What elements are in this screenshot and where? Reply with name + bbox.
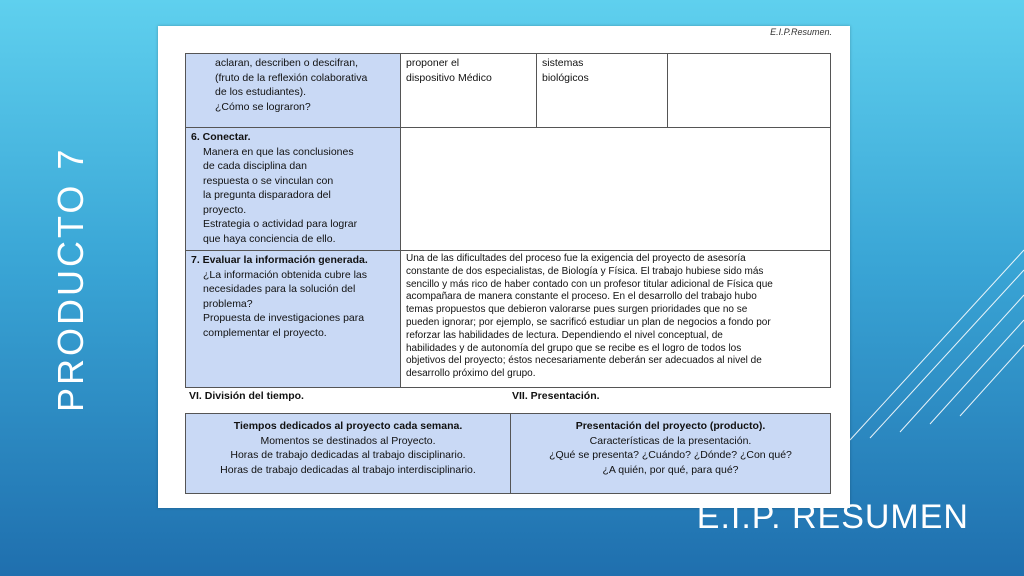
decorative-lines (840, 240, 1024, 450)
slide-subtitle: E.I.P. RESUMEN (696, 498, 969, 536)
row1-col4-cell (667, 53, 831, 128)
conectar-response-cell (400, 127, 831, 251)
evaluar-response-line: constante de dos especialistas, de Biología y Física. El trabajo hubiese sido más (406, 265, 764, 277)
tiempos-line: Horas de trabajo dedicadas al trabajo disciplinario. (230, 449, 466, 461)
section-vi-label: VI. División del tiempo. (189, 390, 304, 402)
evaluar-line: complementar el proyecto. (203, 326, 327, 339)
conectar-line: que haya conciencia de ello. (203, 232, 336, 245)
criteria-line: (fruto de la reflexión colaborativa (215, 71, 368, 84)
conectar-line: respuesta o se vinculan con (203, 174, 334, 187)
evaluar-response-line: reforzar las habilidades de lectura. Dependiendo el nivel conceptual, de (406, 329, 723, 341)
section-vii-label: VII. Presentación. (512, 390, 600, 402)
evaluar-response-cell (400, 250, 831, 388)
conectar-line: de cada disciplina dan (203, 160, 307, 172)
criteria-line: de los estudiantes). (215, 86, 307, 98)
conectar-line: proyecto. (203, 203, 247, 216)
conectar-cell (185, 127, 401, 251)
presentacion-title: Presentación del proyecto (producto). (575, 420, 766, 432)
tiempos-title: Tiempos dedicados al proyecto cada semana. (233, 420, 463, 432)
conectar-line: Manera en que las conclusiones (203, 145, 354, 158)
evaluar-response-line: acompañara de manera constante el proceso. En el desarrollo del trabajo hubo (406, 291, 757, 303)
criteria-line: aclaran, describen o descifran, (215, 57, 358, 69)
row1-criteria-cell (185, 53, 401, 128)
tiempos-line: Horas de trabajo dedicadas al trabajo interdisciplinario. (220, 463, 476, 476)
slide-side-title: PRODUCTO 7 (50, 146, 91, 412)
tiempos-cell (185, 413, 511, 494)
presentacion-line: ¿A quién, por qué, para qué? (602, 463, 739, 476)
cell-text-line: biológicos (542, 71, 589, 84)
evaluar-line: Propuesta de investigaciones para (203, 312, 365, 324)
evaluar-response-line: Una de las dificultades del proceso fue la exigencia del proyecto de asesoría (406, 253, 746, 264)
presentacion-cell (510, 413, 831, 494)
evaluar-line: ¿La información obtenida cubre las (203, 268, 368, 281)
document-header: E.I.P.Resumen. (770, 27, 832, 37)
evaluar-response-line: desarrollo próximo del grupo. (406, 368, 536, 380)
criteria-line: ¿Cómo se lograron? (215, 100, 311, 113)
row1-col3-cell (536, 53, 668, 128)
evaluar-line: necesidades para la solución del (203, 283, 356, 295)
row1-col2-cell (400, 53, 537, 128)
cell-text-line: sistemas (542, 57, 584, 69)
tiempos-line: Momentos se destinados al Proyecto. (260, 434, 436, 447)
evaluar-response-line: temas propuestos que debieron valorarse pues surgen prioridades que no se (406, 304, 748, 316)
evaluar-response-line: habilidades y de autonomía del grupo que se recibe es el logro de todos los (406, 342, 742, 354)
evaluar-title: 7. Evaluar la información generada. (191, 254, 368, 266)
conectar-line: la pregunta disparadora del (203, 189, 331, 201)
evaluar-response-line: pueden ignorar; por ejemplo, se sacrificó estudiar un plan de negocios a fondo por (406, 316, 771, 328)
evaluar-response-line: objetivos del proyecto; éstos necesariamente deberán ser adecuados al nivel de (406, 355, 762, 367)
evaluar-response-line: sencillo y más rico de haber contado con un profesor titular adicional de Física que (406, 278, 773, 290)
presentacion-line: Características de la presentación. (589, 434, 752, 447)
document-page (158, 26, 850, 508)
cell-text-line: dispositivo Médico (406, 71, 492, 84)
evaluar-cell (185, 250, 401, 388)
presentacion-line: ¿Qué se presenta? ¿Cuándo? ¿Dónde? ¿Con qué? (549, 449, 792, 461)
evaluar-line: problema? (203, 297, 253, 310)
conectar-line: Estrategia o actividad para lograr (203, 218, 358, 230)
cell-text-line: proponer el (406, 57, 460, 69)
conectar-title: 6. Conectar. (191, 131, 251, 143)
